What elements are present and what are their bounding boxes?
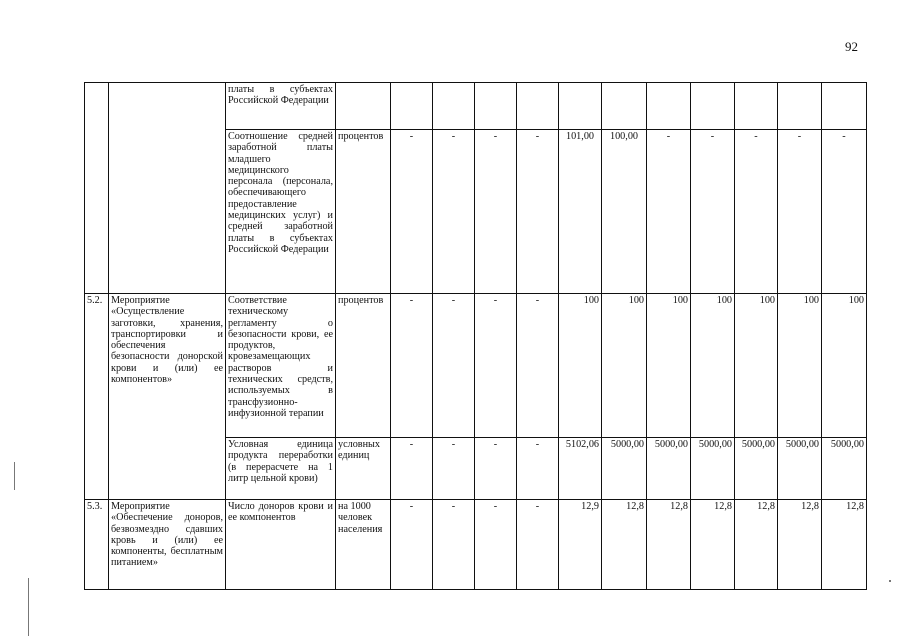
value-cell: - bbox=[517, 500, 559, 590]
value-cell: - bbox=[517, 294, 559, 438]
value-cell: 5000,00 bbox=[647, 438, 691, 500]
value-cell bbox=[517, 83, 559, 130]
value-cell: - bbox=[475, 294, 517, 438]
value-cell: - bbox=[391, 130, 433, 294]
row-number-cell: 5.2. bbox=[85, 294, 109, 500]
indicators-table bbox=[84, 82, 867, 590]
indicator-cell: Соотношение средней заработной платы младшего медицинского персонала (персонала, обеспечивающего предоставление медицинских услуг) и средней заработной платы в субъектах Российской Федерации bbox=[226, 130, 336, 294]
value-cell bbox=[822, 83, 867, 130]
scan-mark bbox=[14, 462, 15, 490]
indicator-cell: Условная единица продукта переработки (в перерасчете на 1 литр цельной крови) bbox=[226, 438, 336, 500]
page-number: 92 bbox=[845, 39, 858, 54]
value-cell: 100 bbox=[778, 294, 822, 438]
value-cell: 12,8 bbox=[822, 500, 867, 590]
event-cell: Мероприятие «Обеспечение доноров, безвозмездно сдавших кровь и (или) ее компоненты, бесплатным питанием» bbox=[109, 500, 226, 590]
row-number-cell: 5.3. bbox=[85, 500, 109, 590]
value-cell: 101,00 bbox=[559, 130, 602, 294]
value-cell bbox=[778, 83, 822, 130]
unit-cell: условных единиц bbox=[336, 438, 391, 500]
value-cell: 5000,00 bbox=[735, 438, 778, 500]
value-cell bbox=[647, 83, 691, 130]
value-cell: - bbox=[735, 130, 778, 294]
value-cell: - bbox=[475, 130, 517, 294]
value-cell: - bbox=[433, 500, 475, 590]
value-cell: 100 bbox=[735, 294, 778, 438]
value-cell: - bbox=[433, 294, 475, 438]
table-row bbox=[85, 83, 867, 130]
row-number-cell bbox=[85, 83, 109, 294]
table-row bbox=[85, 500, 867, 590]
value-cell: 100 bbox=[602, 294, 647, 438]
value-cell bbox=[433, 83, 475, 130]
value-cell bbox=[391, 83, 433, 130]
value-cell: - bbox=[778, 130, 822, 294]
value-cell: - bbox=[391, 294, 433, 438]
value-cell: - bbox=[433, 438, 475, 500]
value-cell bbox=[602, 83, 647, 130]
value-cell: 100 bbox=[691, 294, 735, 438]
value-cell: 12,8 bbox=[647, 500, 691, 590]
value-cell: 12,8 bbox=[691, 500, 735, 590]
value-cell: 12,8 bbox=[778, 500, 822, 590]
value-cell: 100 bbox=[559, 294, 602, 438]
value-cell: 100 bbox=[647, 294, 691, 438]
value-cell: - bbox=[475, 438, 517, 500]
value-cell: - bbox=[691, 130, 735, 294]
value-cell: 5000,00 bbox=[778, 438, 822, 500]
value-cell: - bbox=[391, 500, 433, 590]
table-row bbox=[85, 294, 867, 438]
value-cell: 5000,00 bbox=[602, 438, 647, 500]
value-cell: 5102,06 bbox=[559, 438, 602, 500]
unit-cell: на 1000 человек населения bbox=[336, 500, 391, 590]
value-cell bbox=[735, 83, 778, 130]
scan-mark bbox=[28, 578, 29, 636]
event-cell bbox=[109, 83, 226, 294]
value-cell: 12,8 bbox=[735, 500, 778, 590]
value-cell bbox=[691, 83, 735, 130]
value-cell: - bbox=[433, 130, 475, 294]
value-cell: 100 bbox=[822, 294, 867, 438]
scan-dot bbox=[889, 580, 891, 582]
value-cell: 5000,00 bbox=[691, 438, 735, 500]
value-cell: - bbox=[822, 130, 867, 294]
indicator-cell: платы в субъектах Российской Федерации bbox=[226, 83, 336, 130]
value-cell: - bbox=[475, 500, 517, 590]
value-cell: 5000,00 bbox=[822, 438, 867, 500]
unit-cell: процентов bbox=[336, 130, 391, 294]
value-cell: - bbox=[517, 438, 559, 500]
value-cell: - bbox=[517, 130, 559, 294]
indicator-cell: Число доноров крови и ее компонентов bbox=[226, 500, 336, 590]
value-cell: - bbox=[391, 438, 433, 500]
value-cell bbox=[559, 83, 602, 130]
value-cell: - bbox=[647, 130, 691, 294]
event-cell: Мероприятие «Осуществление заготовки, хранения, транспортировки и обеспечения безопасности донорской крови и (или) ее компонентов» bbox=[109, 294, 226, 500]
value-cell bbox=[475, 83, 517, 130]
value-cell: 12,9 bbox=[559, 500, 602, 590]
unit-cell: процентов bbox=[336, 294, 391, 438]
indicator-cell: Соответствие техническому регламенту о безопасности крови, ее продуктов, кровезамещающих растворов и технических средств, используемых в трансфузионно-инфузионной терапии bbox=[226, 294, 336, 438]
unit-cell bbox=[336, 83, 391, 130]
value-cell: 100,00 bbox=[602, 130, 647, 294]
value-cell: 12,8 bbox=[602, 500, 647, 590]
